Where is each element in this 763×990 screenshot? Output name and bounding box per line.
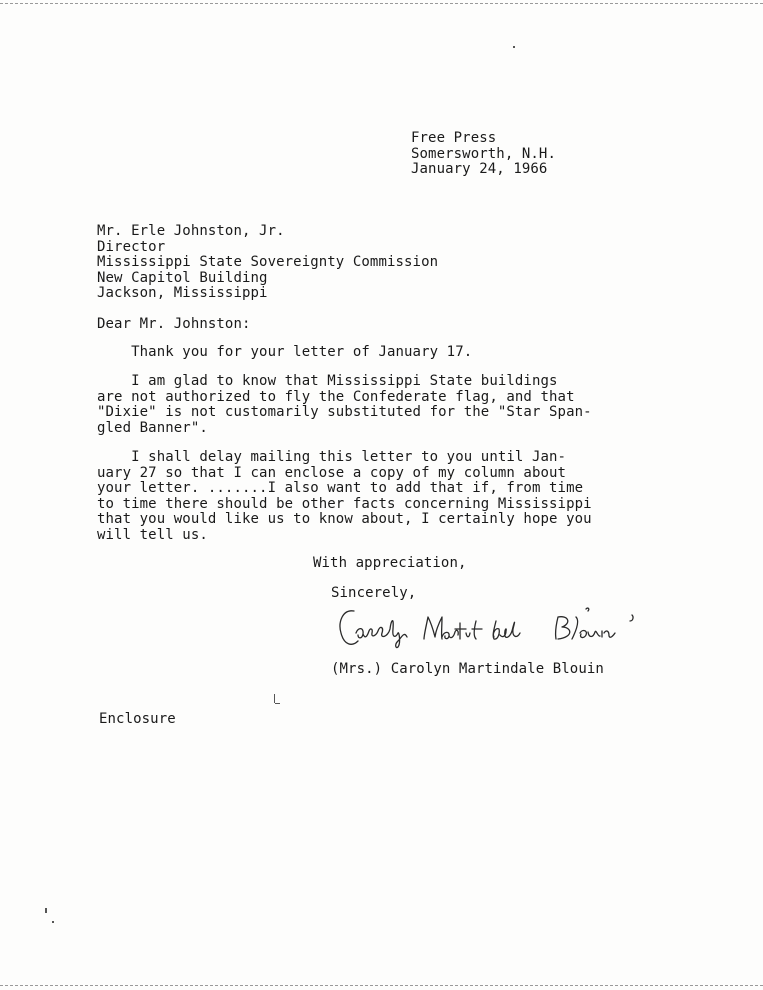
- paragraph-line: will tell us.: [97, 526, 208, 543]
- paragraph-line: gled Banner".: [97, 419, 208, 436]
- handwritten-signature: [336, 603, 646, 653]
- paragraph-line: are not authorized to fly the Confederate flag, and that: [97, 388, 575, 405]
- letterhead: [411, 131, 556, 178]
- letterhead-publication: Free Press: [411, 130, 497, 146]
- paragraph-2: [97, 374, 592, 436]
- recipient-title: Director: [97, 238, 166, 255]
- signer-name: (Mrs.) Carolyn Martindale Blouin: [331, 661, 604, 677]
- closing-appreciation: With appreciation,: [313, 555, 467, 571]
- scan-edge-bottom: [0, 985, 763, 986]
- paragraph-line: "Dixie" is not customarily substituted for the "Star Span-: [97, 404, 592, 420]
- recipient-name: Mr. Erle Johnston, Jr.: [97, 223, 285, 239]
- scan-artifact: [274, 694, 275, 703]
- recipient-address: [97, 224, 438, 302]
- recipient-city: Jackson, Mississippi: [97, 285, 268, 301]
- recipient-organization: Mississippi State Sovereignty Commission: [97, 254, 439, 270]
- paragraph-line: Thank you for your letter of January 17.: [97, 344, 473, 360]
- paragraph-line: your letter. .......I also want to add that if, from time: [97, 480, 584, 496]
- paragraph-line: to time there should be other facts concerning Mississippi: [97, 495, 592, 512]
- recipient-building: New Capitol Building: [97, 269, 268, 286]
- paragraph-line: I am glad to know that Mississippi State buildings: [97, 373, 558, 389]
- paragraph-line: that you would like us to know about, I certainly hope you: [97, 511, 592, 527]
- scan-artifact: [513, 46, 515, 48]
- salutation: Dear Mr. Johnston:: [97, 316, 251, 332]
- enclosure-notation: Enclosure: [99, 711, 176, 727]
- scan-edge-top: [0, 3, 763, 4]
- scan-artifact: [45, 908, 47, 913]
- letterhead-location: Somersworth, N.H.: [411, 145, 556, 162]
- scan-artifact: [52, 921, 54, 923]
- paragraph-3: [97, 450, 592, 543]
- letter-date: January 24, 1966: [411, 161, 548, 177]
- scan-artifact: [275, 703, 280, 704]
- paragraph-1: [97, 345, 472, 361]
- paragraph-line: uary 27 so that I can enclose a copy of my column about: [97, 464, 567, 481]
- closing-sincerely: Sincerely,: [331, 585, 417, 601]
- paragraph-line: I shall delay mailing this letter to you until Jan-: [97, 449, 567, 465]
